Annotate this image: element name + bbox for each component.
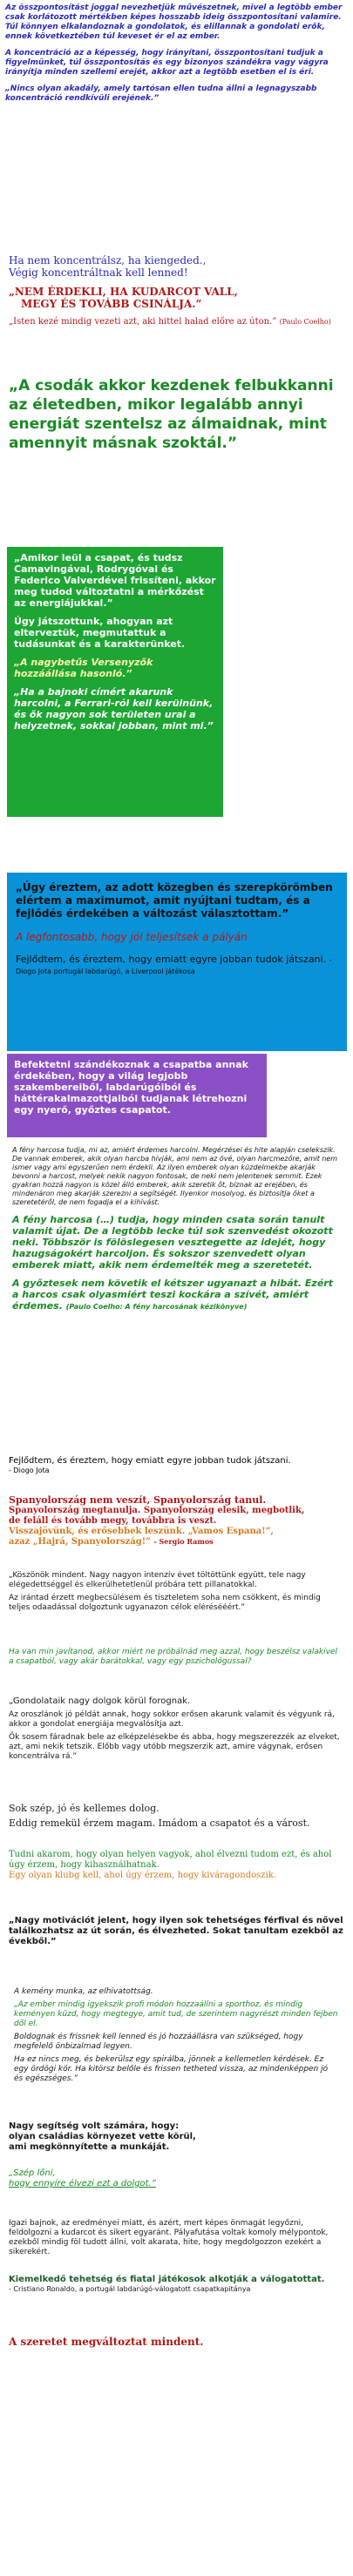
intro-section bbox=[0, 3, 353, 104]
champion-section bbox=[0, 2219, 353, 2257]
jota-quote-2: A legfontosabb, hogy jól teljesítsek a pályán bbox=[16, 931, 248, 943]
love-quote: A szeretet megváltoztat mindent. bbox=[9, 2336, 204, 2348]
spain-line: azaz „Hajrá, Spanyolország!” - Sergio Ramos bbox=[9, 1537, 214, 1547]
ronaldo-quote-section bbox=[0, 2275, 353, 2294]
family-line: ami megkönnyítette a munkáját. bbox=[9, 2142, 170, 2152]
spain-line: Visszajövünk, és erősebbek leszünk. „Vamos Espana!”, bbox=[9, 1527, 274, 1536]
quote-source: - Diogo Jota portugál labdarúgó, a Liverpool játékosa bbox=[16, 956, 332, 975]
quote-source: - Sergio Ramos bbox=[153, 1537, 214, 1546]
family-environment-section bbox=[0, 2121, 353, 2153]
improve-quote-section bbox=[0, 1648, 353, 1667]
improve-quote: Ha van min javítanod, akkor miért ne próbálnád meg azzal, hogy beszélsz valakivel a csapatból, vagy akár barátokkal, vagy egy pszichológussal? bbox=[9, 1648, 337, 1666]
lions-paragraph-2: Az oroszlánok jó példát annak, hogy sokkor erősen akarunk valamit és végyunk rá, akkor a gondolat energiája megvalósítja azt. bbox=[9, 1710, 335, 1729]
quote-line: Ha nem koncentrálsz, ha kiengeded., bbox=[9, 254, 207, 266]
city-line: Sok szép, jó és kellemes dolog. bbox=[9, 1803, 160, 1814]
purple-quote: Befektetni szándékoznak a csapatba annak érdekében, hogy a világ legjobb szakembereiből, labdarúgóiból és háttérakalmazottjaiból tudjanak létrehozni egy nyerő, győztes csapatot. bbox=[14, 1059, 248, 1116]
miracles-quote: „A csodák akkor kezdenek felbukkanni az életedben, mikor legalább annyi energiát szentelsz az álmaidnak, mint amennyit másnak szoktál.” bbox=[9, 377, 334, 452]
spain-quote-section bbox=[0, 1494, 353, 1548]
family-line: Nagy segítség volt számára, hogy: bbox=[9, 2121, 180, 2131]
jota-short-quote bbox=[0, 1456, 353, 1475]
miracles-quote-section bbox=[0, 376, 353, 453]
quote-line: „NEM ÉRDEKLI, HA KUDARCOT VALL, bbox=[9, 286, 238, 298]
thanks-paragraph-1: „Köszönök mindent. Nagy nagyon intenzív évet töltöttünk együtt, tele nagy elégedettséggel és elkerülhetetlenül próbára tett pillanatokkal. bbox=[9, 1571, 306, 1589]
quote-source: - Cristiano Ronaldo, a portugál labdarúgó-válogatott csapatkapitánya bbox=[9, 2285, 251, 2293]
jota-short-line: Fejlődtem, és éreztem, hogy emiatt egyre jobban tudok játszani. bbox=[9, 1456, 291, 1466]
city-quote-section bbox=[0, 1803, 353, 1829]
intro-paragraph-1: Az összpontosítást joggal nevezhetjük művészetnek, mivel a legtöbb ember csak korlátozott mértékben képes hosszabb ideig összpontosítani valamire. Túl könnyen elkalandoznak a gondolatok, és elillannak a gondolati erők, ennek következtében túl keveset ér el az ember. bbox=[5, 3, 343, 41]
hard-work-section bbox=[0, 1987, 353, 2084]
enjoy-line: „Szép lőni, bbox=[9, 2168, 56, 2178]
intro-paragraph-3: „Nincs olyan akadály, amely tartósan ellen tudna állni a legnagyszabb koncentráció rendkívüli erejének.” bbox=[5, 84, 317, 103]
jota-quote-1: „Úgy éreztem, az adott közegben és szerepkörömben elértem a maximumot, amit nyújtani tudtam, és a fejlődés érdekében a változást választottam.” bbox=[16, 881, 333, 920]
warrior-paragraph-1: A fény harcosa tudja, mi az, amiért érdemes harcolni. Megérzései és hite alapján cselekszik. De vannak emberek, akik olyan harcba hívják, ami nem az övé, olyan harcmezőre, amit nem ismer vagy ami egyszerűen nem érdekli. Az ilyen emberek olyan küzdelmekbe akarják bevonni a harcost, melyek nekik nagyon fontosak, de neki nem jelentenek semmit. Ezek gyakran hozzá nagyon is közel álló emberek, akik szeretik őt, bíznak az erejében, és mindenáron meg akarják szerezni a segítségét. Ilyenkor mosolyog, és biztosítja őket a szeretetéről, de nem fogadja el a kihívást. bbox=[12, 1146, 338, 1206]
quote-line: Végig koncentráltnak kell lenned! bbox=[9, 266, 188, 279]
jota-quote-3: Fejlődtem, és éreztem, hogy emiatt egyre jobban tudok játszani. - Diogo Jota portugál labdarúgó, a Liverpool játékosa bbox=[16, 954, 332, 975]
club-quote-section bbox=[0, 1850, 353, 1881]
quote-source: (Paulo Coelho: A fény harcosának kézikönyve) bbox=[65, 1303, 248, 1311]
spain-line: Spanyolország nem veszít, Spanyolország tanul. bbox=[9, 1494, 267, 1506]
quote-line: „Isten kezé mindig vezeti azt, aki hittel halad előre az úton.” (Paulo Coelho) bbox=[9, 317, 331, 327]
love-quote-section bbox=[0, 2336, 353, 2348]
spain-line: de feláll és tovább megy, továbbra is veszt. bbox=[9, 1516, 217, 1526]
enjoy-line: hogy ennyire élvezi ezt a dolgot.” bbox=[9, 2179, 156, 2188]
spain-line: Spanyolország megtanulja. Spanyolország elesik, megbotlik, bbox=[9, 1506, 305, 1515]
lions-quote-section bbox=[0, 1696, 353, 1762]
club-line: Tudni akarom, hogy olyan helyen vagyok, ahol élvezni tudom ezt, és ahol úgy érzem, hogy kihasználhatnak. bbox=[9, 1850, 332, 1870]
hard-work-paragraph: Ha ez nincs meg, és bekerülsz egy spirálba, jönnek a kellemetlen kérdések. Ez egy ördögi kör. Ha kitörsz belőle és frissen tetheted vissza, az mindenképpen jó és egészséges.” bbox=[14, 2055, 329, 2083]
family-line: olyan családias környezet vette körül, bbox=[9, 2132, 196, 2141]
quote-source: - Diogo Jota bbox=[9, 1467, 50, 1474]
club-line: Egy olyan klubg kell, ahol úgy érzem, hogy kiváragondoszik. bbox=[9, 1871, 277, 1880]
thanks-paragraph-2: Az irántad érzett megbecsülésem és tiszteletem soha nem csökkent, és mindig teljes odaadással dolgoztunk ugyanazon célok elérésééért.” bbox=[9, 1594, 321, 1612]
thanks-quote-section bbox=[0, 1571, 353, 1613]
city-line: Eddig remekül érzem magam. Imádom a csapatot és a várost. bbox=[9, 1817, 310, 1829]
purple-quote-box bbox=[7, 1054, 267, 1137]
hard-work-line: A kemény munka, az elhivatottság. bbox=[14, 1987, 153, 1996]
quote-line: MEGY ÉS TOVÁBB CSINÁLJA.” bbox=[21, 298, 202, 310]
green-quote-box bbox=[7, 547, 223, 817]
green-quote-4: „Ha a bajnoki címért akarunk harcolni, a Ferrari-ról kell kerülnünk, és ők nagyon sok területen urai a helyzetnek, sokkal jobban, mint mi.” bbox=[14, 686, 214, 732]
lions-paragraph-3: Ők sosem fáradnak bele az elképzelésekbe és abba, hogy megszerezzék az elveket, azt, ami nekik tetszik. Előbb vagy utóbb megszerzik azt, amire vágynak, erősen koncentrálva rá.” bbox=[9, 1733, 340, 1761]
green-quote-3: „A nagybetűs Versenyzők hozzáállása hasonló.” bbox=[14, 657, 153, 679]
warrior-of-light-section bbox=[0, 1146, 353, 1312]
warrior-paragraph-2: A fény harcosa (…) tudja, hogy minden csata során tanult valamit újat. De a legtöbb lecke túl sok szenvedést okozott neki. Többször is fölöslegesen vesztegette az idejét, hogy hazugságokért harcoljon. És sokszor szenvedett olyan emberek miatt, akik nem érdemelték meg a szeretetét. bbox=[12, 1214, 333, 1271]
motivation-quote: „Nagy motivációt jelent, hogy ilyen sok tehetséges férfival és nővel találkozhatsz az út során, és élvezheted. Sokat tanultam ezekből az évekből.” bbox=[9, 1916, 343, 1946]
coelho-quotes-section bbox=[0, 254, 353, 327]
ronaldo-quote: Kiemelkedő tehetség és fiatal játékosok alkotják a válogatottat. bbox=[9, 2275, 325, 2284]
hard-work-paragraph: „Az ember mindig igyekszik profi módon hozzaállni a sporthoz, és mindig keményen kűzd, hogy megtegye, amit tud, de szerintem nagyrészt minden fejben dől el. bbox=[14, 2000, 338, 2028]
green-quote-1: „Amikor leül a csapat, és tudsz Camavingával, Rodrygóval és Federico Valverdével frissíteni, akkor meg tudod változtatni a mérkőzést az energiájukkal.” bbox=[14, 552, 216, 609]
intro-paragraph-2: A koncentráció az a képesség, hogy irányítani, összpontosítani tudjuk a figyelmünket, túl összpontosítás és egy bizonyos szándékra vagy vágyra irányítja minden szellemi erejét, akkor azt a legtöbb esetben el is éri. bbox=[5, 49, 329, 77]
champion-paragraph: Igazi bajnok, az eredményei miatt, és azért, mert képes önmagát legyőzni, feldolgozni a kudarcot és sikert egyaránt. Pályafutása voltak komoly mélypontok, ezekből mindig föl tudott állni, volt akarata, hite, hogy megdolgozzon ezekért a sikerekért. bbox=[9, 2219, 329, 2256]
enjoy-quote-section bbox=[0, 2168, 353, 2189]
hard-work-paragraph: Boldognak és frissnek kell lenned és jó hozzáállásra van szükséged, hogy megfelelő önbizalmad legyen. bbox=[14, 2033, 303, 2051]
jota-quote-box bbox=[7, 873, 347, 1051]
warrior-paragraph-3: A győztesek nem követik el kétszer ugyanazt a hibát. Ezért a harcos csak olyasmiért teszi kockára a szívét, amiért érdemes. (Paulo Coelho: A fény harcosának kézikönyve) bbox=[12, 1278, 333, 1312]
quote-source: (Paulo Coelho) bbox=[279, 318, 331, 326]
green-quote-2: Úgy játszottunk, ahogyan azt elterveztük, megmutattuk a tudásunkat és a karakterünket. bbox=[14, 616, 186, 650]
motivation-quote-section bbox=[0, 1916, 353, 1947]
lions-paragraph-1: „Gondolataik nagy dolgok körül forognak. bbox=[9, 1696, 191, 1706]
